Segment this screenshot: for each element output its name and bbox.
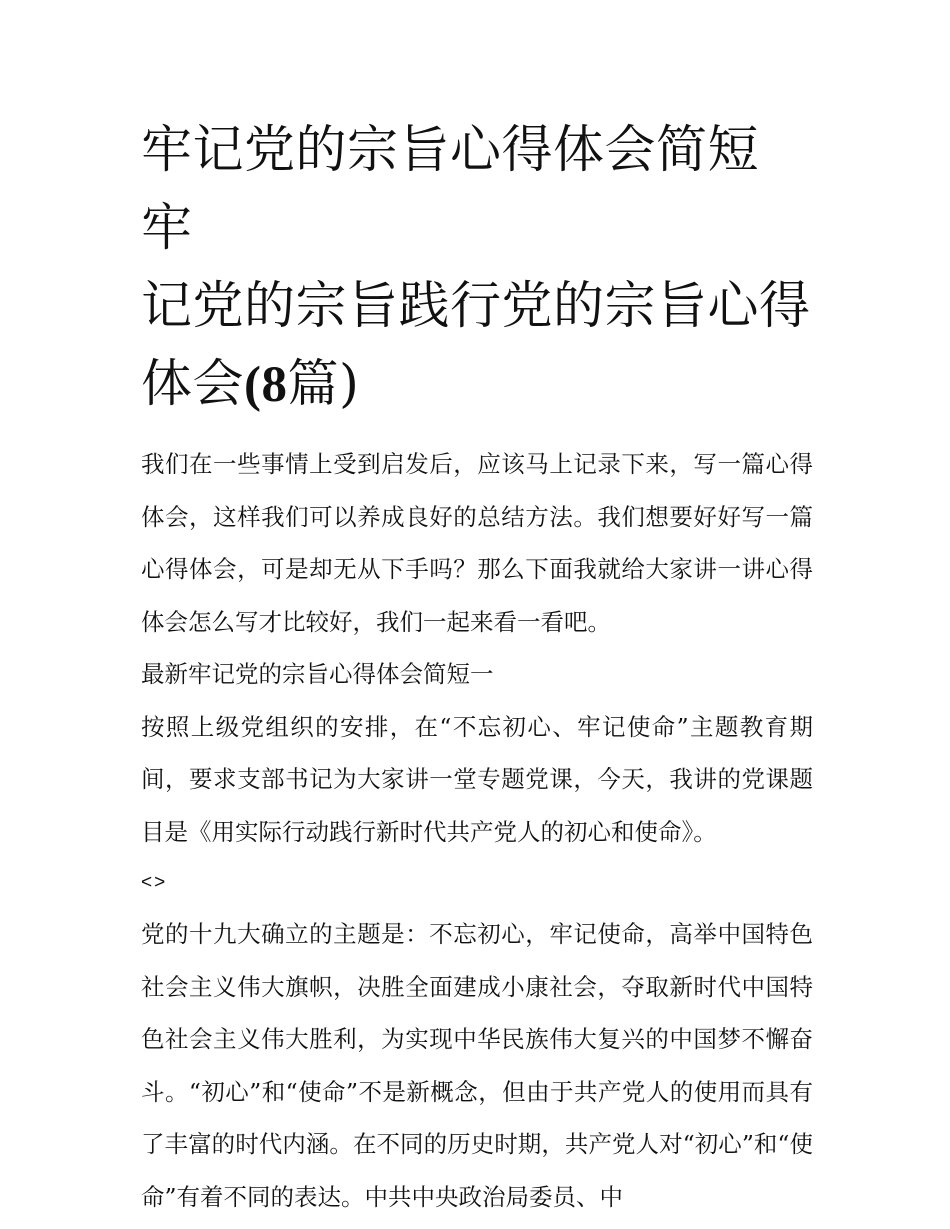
title-line-1: 牢记党的宗旨心得体会简短 牢 [141, 121, 760, 258]
title-line-2: 记党的宗旨践行党的宗旨心得 [141, 277, 811, 336]
document-body [141, 438, 813, 1223]
document-page [141, 112, 813, 1223]
title-line-3-prefix: 体会 [141, 355, 245, 414]
body-paragraph-2: 党的十九大确立的主题是：不忘初心，牢记使命，高举中国特色社会主义伟大旗帜，决胜全面建成小康社会，夺取新时代中国特色社会主义伟大胜利，为实现中华民族伟大复兴的中国梦不懈奋斗。“初心”和“使命”不是新概念，但由于共产党人的使用而具有了丰富的时代内涵。在不同的历史时期，共产党人对“初心”和“使命”有着不同的表达。中共中央政治局委员、中 [141, 920, 813, 1211]
document-title [141, 112, 813, 424]
intro-paragraph: 我们在一些事情上受到启发后，应该马上记录下来，写一篇心得体会，这样我们可以养成良好的总结方法。我们想要好好写一篇心得体会，可是却无从下手吗？那么下面我就给大家讲一讲心得体会怎么写才比较好，我们一起来看一看吧。 [141, 450, 813, 636]
title-line-3-suffix: 篇) [287, 355, 360, 414]
placeholder-marker: <> [141, 872, 168, 893]
title-line-3-num: (8 [244, 357, 288, 413]
body-paragraph-1: 按照上级党组织的安排，在“不忘初心、牢记使命”主题教育期间，要求支部书记为大家讲一堂专题党课，今天，我讲的党课题目是《用实际行动践行新时代共产党人的初心和使命》。 [141, 712, 813, 846]
section-heading: 最新牢记党的宗旨心得体会简短一 [141, 660, 494, 688]
